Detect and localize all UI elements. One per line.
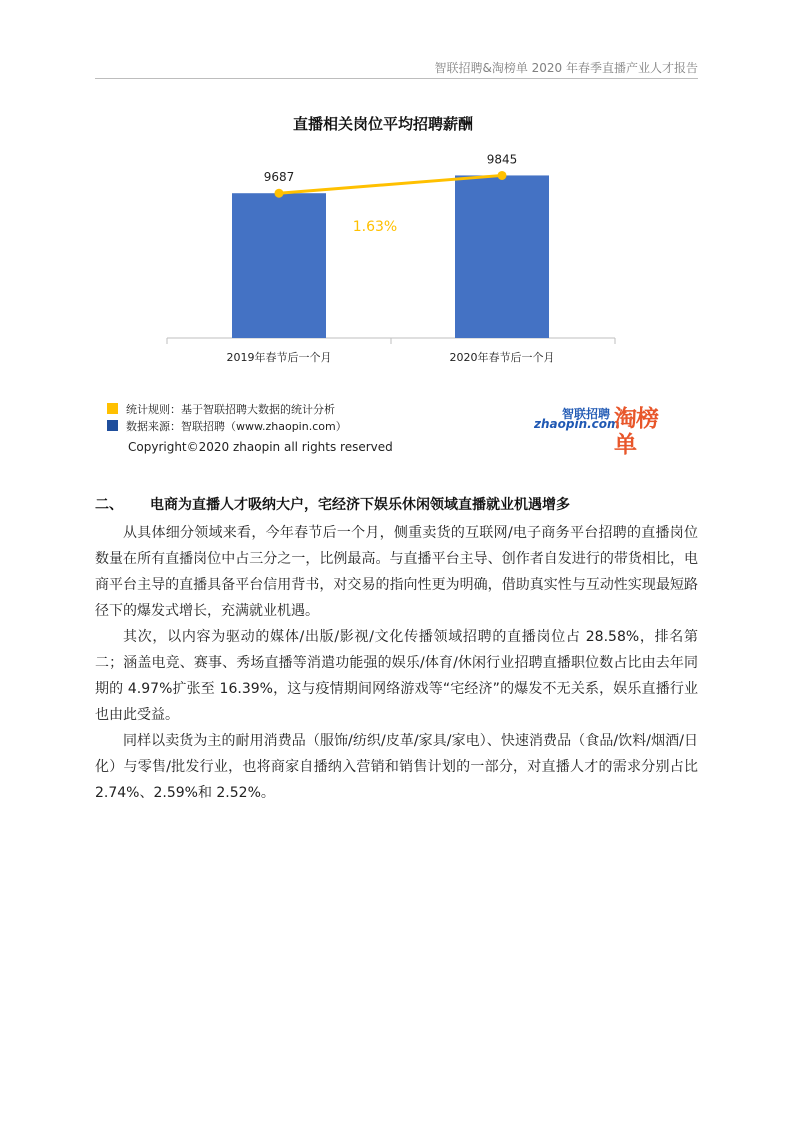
zhaopin-logo-cn: 智联招聘 [562, 407, 611, 421]
bar-2 [455, 175, 549, 338]
section-title: 电商为直播人才吸纳大户，宅经济下娱乐休闲领域直播就业机遇增多 [150, 497, 570, 513]
legend-item-source [107, 418, 347, 434]
paragraph-1: 从具体细分领域来看，今年春节后一个月，侧重卖货的互联网/电子商务平台招聘的直播岗位数量在所有直播岗位中占三分之一，比例最高。与直播平台主导、创作者自发进行的带货相比，电商平台主导的直播具备平台信用背书，对交易的指向性更为明确，借助真实性与互动性实现最短路径下的爆发式增长，充满就业机遇。 [95, 525, 698, 619]
value-label-1: 9687 [263, 170, 295, 185]
bar-1 [232, 193, 326, 338]
category-label-2: 2020年春节后一个月 [449, 351, 555, 364]
value-label-2: 9845 [486, 152, 518, 167]
trend-point-1 [275, 189, 284, 198]
section-number: 二、 [95, 497, 123, 513]
legend-item-rule [107, 401, 335, 417]
legend-label-rule: 统计规则：基于智联招聘大数据的统计分析 [126, 403, 335, 416]
paragraph-2: 其次，以内容为驱动的媒体/出版/影视/文化传播领域招聘的直播岗位占 28.58%，排名第二；涵盖电竞、赛事、秀场直播等消遣功能强的娱乐/体育/休闲行业招聘直播职位数占比由去年同期的 4.97%扩张至 16.39%，这与疫情期间网络游戏等“宅经济”的爆发不无关系，娱乐直播行业也由此受益。 [95, 629, 698, 723]
trend-point-2 [498, 171, 507, 180]
brand-logo [532, 405, 672, 458]
header-title: 智联招聘&淘榜单 2020 年春季直播产业人才报告 [434, 61, 698, 75]
taobangdan-logo: 淘榜单 [614, 406, 658, 458]
section-heading [95, 494, 715, 514]
copyright-text: Copyright©2020 zhaopin all rights reserved [128, 440, 393, 454]
legend-label-source: 数据来源：智联招聘（www.zhaopin.com） [126, 420, 347, 433]
growth-label: 1.63% [352, 219, 398, 235]
body-text [95, 520, 698, 806]
zhaopin-logo-en: zhaopin.com [534, 417, 620, 431]
category-label-1: 2019年春节后一个月 [226, 351, 332, 364]
legend-swatch-yellow [107, 403, 118, 414]
legend-swatch-blue [107, 420, 118, 431]
paragraph-3: 同样以卖货为主的耐用消费品（服饰/纺织/皮革/家具/家电）、快速消费品（食品/饮料/烟酒/日化）与零售/批发行业，也将商家自播纳入营销和销售计划的一部分，对直播人才的需求分别占比 2.74%、2.59%和 2.52%。 [95, 733, 698, 801]
chart-title: 直播相关岗位平均招聘薪酬 [292, 115, 474, 133]
salary-chart [0, 0, 793, 400]
